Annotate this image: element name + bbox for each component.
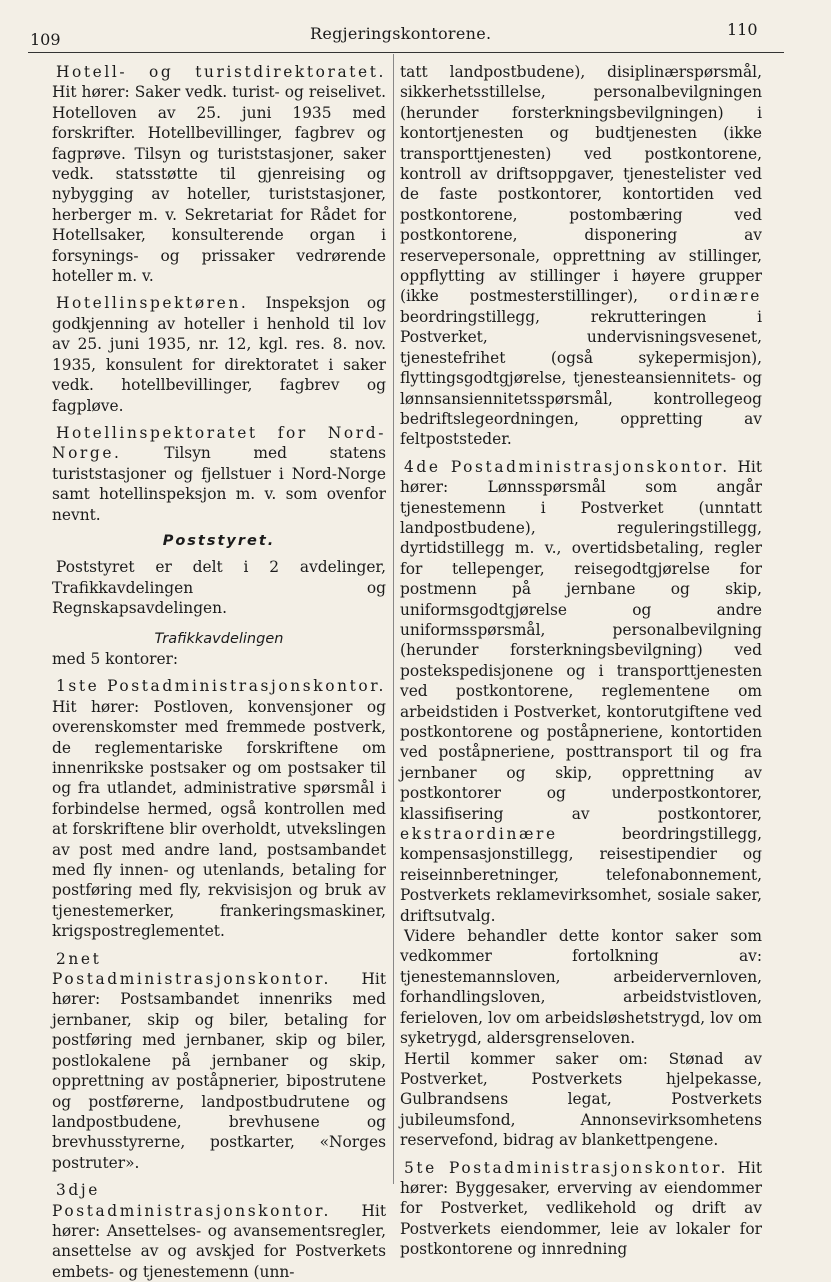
emphasis-ordinaere: ordinære — [668, 287, 762, 306]
heading-5te-kontor: 5te Postadministrasjonskontor. — [404, 1158, 728, 1177]
paragraph-hotell-turistdirektoratet — [52, 62, 386, 286]
header-rule — [28, 52, 784, 53]
paragraph-4de-kontor — [400, 457, 762, 926]
left-column — [52, 62, 386, 1282]
text-2net-kontor: Hit hører: Postsambandet innenriks med jernbaner, skip og biler, betaling for postføring med jernbaner, skip og biler, postlokalene på jernbaner og skip, opprettning av poståpnerier, bipostrutene og postførerne, landpostbudrutene og landpostbudene, brevhusene og brevhusstyrerne, postkarter, «Norges postruter». — [52, 970, 386, 1172]
running-header: Regjeringskontorene. — [310, 24, 492, 43]
text-hotellinspektoren: Inspeksjon og godkjenning av hoteller i henhold til lov av 25. juni 1935, nr. 12, kgl. res. 8. nov. 1935, konsulent for direktoratet i saker vedk. hotellbevillinger, fagbrev og fagpløve. — [52, 294, 386, 415]
paragraph-2net-kontor — [52, 949, 386, 1173]
text-3dje-kontor: Hit hører: Ansettelses- og avansementsregler, ansettelse av og avskjed for Postverkets embets- og tjenestemenn (unn- — [52, 1201, 386, 1281]
paragraph-3dje-kontor-continued — [400, 62, 762, 450]
text-hotellinspektoratet-nord-norge: Tilsyn med statens turiststasjoner og fjellstuer i Nord-Norge samt hotellinspeksjon m. v. som ovenfor nevnt. — [52, 444, 386, 524]
heading-2net-kontor: 2net Postadministrasjonskontor. — [52, 949, 331, 989]
paragraph-videre-behandler: Videre behandler dette kontor saker som vedkommer fortolkning av: tjenestemannsloven, arbeidervernloven, forhandlingsloven, arbeidstvistloven, ferieloven, lov om arbeidsløshetstrygd, lov om syketrygd, aldersgrenseloven. — [400, 927, 762, 1048]
heading-1ste-kontor: 1ste Postadministrasjonskontor. — [56, 677, 386, 696]
paragraph-hotellinspektoratet-nord-norge — [52, 423, 386, 525]
page-number-right: 110 — [727, 20, 758, 39]
emphasis-ekstraordinaere: ekstraordinære — [400, 825, 558, 844]
text-3dje-kontor-continued-b: beordringstillegg, rekrutteringen i Postverket, undervisningsvesenet, tjenestefrihet (også sykepermisjon), flyttingsgodtgjørelse, tjenesteansiennitets- og lønnsansiennitetsspørsmål, kontrollegeog bedriftslegeordningen, oppretting av feltpoststeder. — [400, 307, 762, 449]
text-3dje-kontor-continued-a: tatt landpostbudene), disiplinærspørsmål, sikkerhetsstillelse, personalbevilgningen (herunder forsterkningsbevilgningen) i kontortjenesten og budtjenesten (ikke transporttjenesten) ved postkontorene, kontroll av driftsoppgaver, tjenestelister ved de faste postkontorer, kontortiden ved postkontorene, postombæring ved postkontorene, disponering av reservepersonale, opprettning av stillinger, oppflytting av stillinger i høyere grupper (ikke postmesterstillinger), — [400, 63, 762, 306]
page-number-left: 109 — [30, 30, 61, 49]
heading-3dje-kontor: 3dje Postadministrasjonskontor. — [52, 1181, 331, 1220]
heading-hotellinspektoren: Hotellinspektøren. — [56, 294, 249, 313]
column-divider — [393, 54, 394, 1184]
text-1ste-kontor: Hit hører: Postloven, konvensjoner og overenskomster med fremmede postverk, de reglementariske forskriftene om innenrikske postsaker og om postsaker til og fra utlandet, administrative spørsmål i forbindelse hermed, også kontrollen med at forskriftene blir overholdt, utvekslingen av post med andre land, postsambandet med fly innen- og utenlands, betaling for postføring med fly, rekvisisjon og bruk av tjenestemerker, frankeringsmaskiner, krigspostreglementet. — [52, 697, 386, 941]
right-column — [400, 62, 762, 1260]
text-5te-kontor: Hit hører: Byggesaker, erverving av eiendommer for Postverket, vedlikehold og drift av Postverkets eiendommer, leie av lokaler for postkontorene og innredning — [400, 1158, 762, 1259]
paragraph-kontorer: med 5 kontorer: — [52, 649, 179, 668]
heading-4de-kontor: 4de Postadministrasjonskontor. — [404, 457, 730, 476]
paragraph-poststyret: Poststyret er delt i 2 avdelinger, Trafikkavdelingen og Regnskapsavdelingen. — [52, 558, 386, 618]
text-4de-kontor-b: beordringstillegg, kompensasjonstillegg, reisestipendier og reiseinnberetninger, telefonabonnement, Postverkets reklamevirksomhet, sosiale saker, driftsutvalg. — [400, 825, 762, 925]
paragraph-hertil-kommer: Hertil kommer saker om: Stønad av Postverket, Postverkets hjelpekasse, Gulbrandsens legat, Postverkets jubileumsfond, Annonsevirksomhetens reservefond, bidrag av blankettpengene. — [400, 1049, 762, 1150]
paragraph-5te-kontor — [400, 1158, 762, 1260]
text-4de-kontor-a: Hit hører: Lønnsspørsmål som angår tjenestemenn i Postverket (unntatt landpostbudene), reguleringstillegg, dyrtidstillegg m. v., overtidsbetaling, regler for tellepenger, reisegodtgjørelse for postmenn på jernbane og skip, uniformsgodtgjørelse og andre uniformsspørsmål, personalbevilgning (herunder forsterkningsbevilgning) ved postekspedisjonene og i transporttjenesten ved postkontorene, reglementene om arbeidstiden i Postverket, kontorutgiftene ved postkontorene og poståpneriene, kontortiden ved poståpneriene, posttransport til og fra jernbaner og skip, opprettning av postkontorer og underpostkontorer, klassifisering av postkontorer, — [400, 457, 762, 823]
paragraph-hotellinspektoren — [52, 293, 386, 415]
text-hotell-turistdirektoratet: Hit hører: Saker vedk. turist- og reiselivet. Hotelloven av 25. juni 1935 med forskrifter. Hotellbevillinger, fagbrev og fagprøve. Tilsyn og turiststasjoner, saker vedk. statsstøtte til gjenreising og nybygging av hoteller, turiststasjoner, herberger m. v. Sekretariat for Rådet for Hotellsaker, konsulterende organ i forsynings- og prissaker vedrørende hoteller m. v. — [52, 83, 386, 286]
section-heading-poststyret: Poststyret. — [162, 532, 276, 549]
heading-hotell-turistdirektoratet: Hotell- og turistdirektoratet. — [56, 63, 386, 81]
subsection-heading-trafikkavdelingen: Trafikkavdelingen — [154, 630, 284, 647]
paragraph-1ste-kontor — [52, 676, 386, 941]
paragraph-3dje-kontor — [52, 1180, 386, 1282]
heading-hotellinspektoratet-nord-norge: Hotellinspektoratet for Nord-Norge. — [52, 423, 386, 463]
